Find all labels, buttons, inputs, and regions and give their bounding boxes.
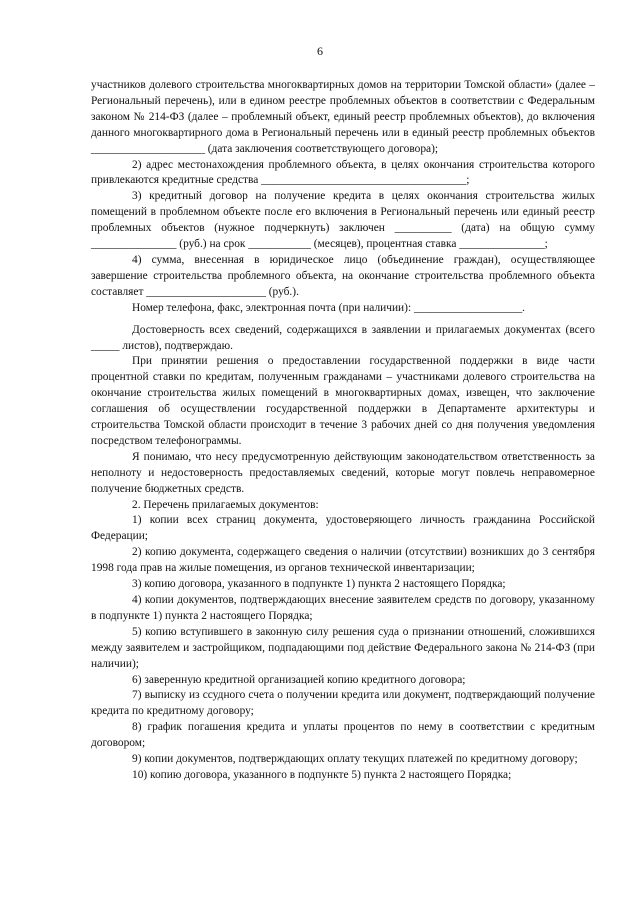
paragraph: 4) копии документов, подтверждающих внесение заявителем средств по договору, указанному в подпункте 1) пункта 2 настоящего Порядка;	[91, 594, 595, 622]
paragraph: 2) адрес местонахождения проблемного объекта, в целях окончания строительства которого привлекаются кредитные средства ____________________________________;	[91, 158, 595, 187]
paragraph: Номер телефона, факс, электронная почта (при наличии): ___________________.	[132, 301, 526, 314]
paragraph: 6) заверенную кредитной организацией копию кредитного договора;	[132, 673, 466, 686]
paragraph: Я понимаю, что несу предусмотренную действующим законодательством ответственность за неполноту и недостоверность предоставляемых сведений, которые могут повлечь неправомерное получение бюджетных средств.	[91, 450, 595, 495]
paragraph: 5) копию вступившего в законную силу решения суда о признании отношений, сложившихся между заявителем и застройщиком, подпадающими под действие Федерального закона № 214-ФЗ (при наличии);	[91, 625, 595, 670]
paragraph: При принятии решения о предоставлении государственной поддержки в виде части процентной ставки по кредитам, полученным гражданами – участниками долевого строительства на окончание строительства жилых помещений в многоквартирных домах, извещен, что заключение соглашения об осуществлении государственной поддержки в Департаменте архитектуры и строительства Томской области происходит в течение 3 рабочих дней со дня получения уведомления посредством телефонограммы.	[91, 355, 595, 447]
paragraph: 10) копию договора, указанного в подпункте 5) пункта 2 настоящего Порядка;	[132, 768, 512, 781]
document-body	[91, 78, 595, 784]
paragraph: 8) график погашения кредита и уплаты процентов по нему в соответствии с кредитным договором;	[91, 721, 595, 750]
paragraph: участников долевого строительства многоквартирных домов на территории Томской области» (далее – Региональный перечень), или в едином реестре проблемных объектов в соответствии с Федеральным законом № 214-ФЗ (далее – проблемный объект, единый реестр проблемных объектов), до включения данного многоквартирного дома в Региональный перечень или в единый реестр проблемных объектов ____________________ (дата заключения соответствующего договора);	[91, 79, 595, 155]
paragraph: 3) кредитный договор на получение кредита в целях окончания строительства жилых помещений в проблемном объекте после его включения в Региональный перечень или единый реестр проблемных объектов (нужное подчеркнуть) заключен __________ (дата) на общую сумму _______________ (руб.) на срок ___________ (месяцев), процентная ставка _______________;	[91, 190, 595, 251]
paragraph: 4) сумма, внесенная в юридическое лицо (объединение граждан), осуществляющее завершение строительства проблемного объекта, на окончание строительства проблемного объекта составляет _____________________ (руб.).	[91, 253, 595, 298]
paragraph: Достоверность всех сведений, содержащихся в заявлении и прилагаемых документах (всего _____ листов), подтверждаю.	[91, 323, 595, 352]
paragraph: 2. Перечень прилагаемых документов:	[132, 498, 319, 511]
paragraph: 3) копию договора, указанного в подпункте 1) пункта 2 настоящего Порядка;	[132, 578, 506, 591]
paragraph: 2) копию документа, содержащего сведения о наличии (отсутствии) возникших до 3 сентября 1998 года прав на жилые помещения, из органов технической инвентаризации;	[91, 546, 595, 575]
page-number: 6	[317, 44, 323, 58]
paragraph: 1) копии всех страниц документа, удостоверяющего личность гражданина Российской Федерации;	[91, 514, 595, 543]
paragraph: 9) копии документов, подтверждающих оплату текущих платежей по кредитному договору;	[132, 753, 578, 766]
paragraph: 7) выписку из ссудного счета о получении кредита или документ, подтверждающий получение кредита по кредитному договору;	[91, 689, 595, 718]
